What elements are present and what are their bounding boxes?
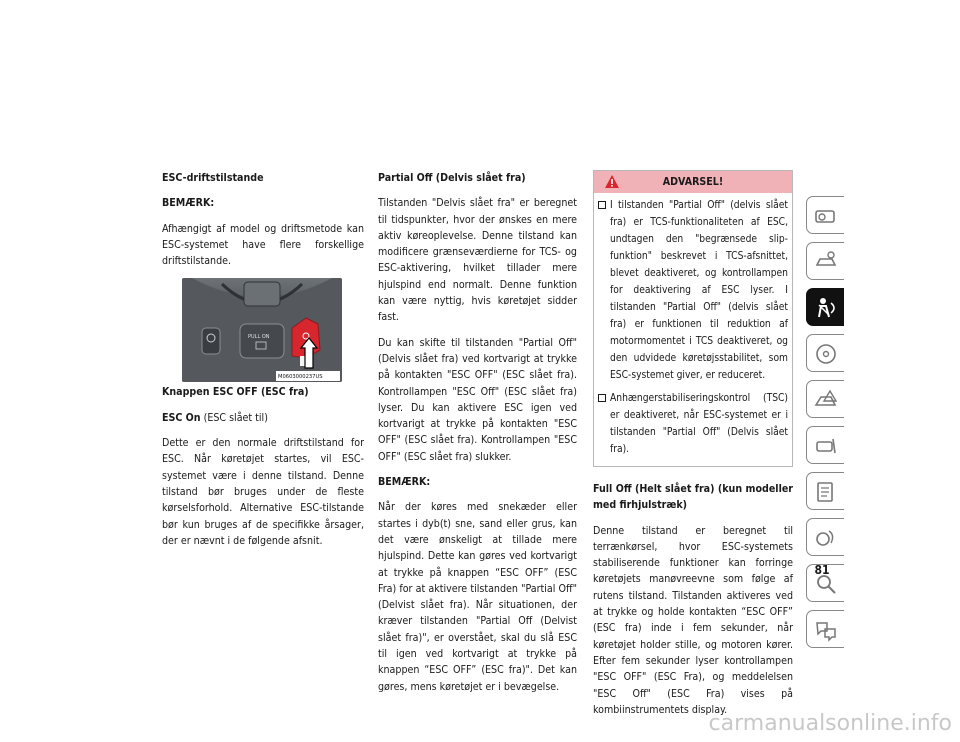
- car-service-icon: [813, 433, 839, 459]
- bullet-square-icon: [598, 201, 606, 209]
- warning-item-text: Anhængerstabiliseringskontrol (TSC) er deaktiveret, når ESC-systemet er i tilstanden "Partial Off" (Delvis slået fra).: [610, 393, 788, 455]
- steering-wheel-icon: [813, 341, 839, 367]
- warning-item: [594, 193, 792, 386]
- tab-starting-operating[interactable]: [806, 334, 844, 372]
- tab-technical[interactable]: [806, 472, 844, 510]
- partial-off-heading: Partial Off (Delvis slået fra): [378, 172, 526, 184]
- warning-box: [593, 170, 793, 467]
- esc-on-line: [162, 410, 364, 426]
- pull-on-label: PULL ON: [248, 334, 270, 341]
- watermark: carmanualsonline.info: [708, 711, 952, 736]
- bullet-square-icon: [598, 394, 606, 402]
- vehicle-key-icon: [813, 249, 839, 275]
- tab-multimedia[interactable]: [806, 518, 844, 556]
- console-illustration: [182, 278, 342, 382]
- figure-code: M0603000237US: [278, 374, 323, 381]
- language-icon: [813, 617, 839, 643]
- esc-on-suffix: (ESC slået til): [200, 411, 268, 424]
- full-off-paragraph: Denne tilstand er beregnet til terrænkørsel, hvor ESC-systemets stabiliserende funktioner kan forringe køretøjets manøvreevne som følge af rutens tilstand. Tilstanden aktiveres ved at trykke og holde kontakten “ESC OFF” (ESC fra) inde i fem sekunder, når køretøjet holder stille, og motoren kører. Efter fem sekunder lyser kontrollampen "ESC OFF" (ESC Fra), og meddelelsen "ESC Off" (ESC Fra) vises på kombiinstrumentets display.: [593, 524, 793, 716]
- warning-triangle-icon: [604, 174, 620, 189]
- partial-off-paragraph-2: Du kan skifte til tilstanden "Partial Off" (Delvis slået fra) ved kortvarigt at trykke på kontakten "ESC OFF" (ESC slået fra). Kontrollampen "ESC Off" (ESC slået fra) lyser. Du kan aktivere ESC igen ved kortvarigt at trykke på kontakten "ESC OFF" (ESC slået fra). Kontrollampen "ESC OFF" (ESC slået fra) slukker.: [378, 336, 577, 463]
- esc-modes-heading: ESC-driftstilstande: [162, 172, 264, 184]
- warning-title: ADVARSEL!: [662, 176, 724, 188]
- tab-servicing[interactable]: [806, 426, 844, 464]
- tab-language[interactable]: [806, 610, 844, 648]
- warning-item-text: I tilstanden "Partial Off" (delvis slået fra) er TCS-funktionaliteten af ESC, undtagen den "begrænsede slip-funktion" beskrevet i TCS-afsnittet, blevet deaktiveret, og kontrollampen for deaktivering af ESC lyser. I tilstanden "Partial Off" (delvis slået fra) er funktionen til reduktion af motormomentet i TCS deaktiveret, og den udvidede køretøjsstabilitet, som ESC-systemet giver, er reduceret.: [610, 200, 788, 381]
- column-right: [593, 170, 793, 727]
- dashboard-gauge-icon: [813, 203, 839, 229]
- warning-header: [594, 171, 792, 193]
- page-number: 81: [814, 563, 830, 577]
- warning-item: [594, 386, 792, 460]
- note-label: BEMÆRK:: [162, 197, 215, 210]
- multimedia-icon: [813, 525, 839, 551]
- maintenance-checklist-icon: [813, 479, 839, 505]
- seatbelt-airbag-icon: [813, 295, 839, 321]
- esc-on-label: ESC On: [162, 411, 201, 424]
- column-middle: [378, 170, 577, 704]
- note-text: Afhængigt af model og driftsmetode kan ESC-systemet have flere forskellige driftstilstande.: [162, 222, 364, 268]
- tab-emergency[interactable]: [806, 380, 844, 418]
- chapter-tabs: [806, 196, 844, 656]
- figure-caption: Knappen ESC OFF (ESC fra): [162, 386, 309, 399]
- tab-safety[interactable]: [806, 288, 844, 326]
- note-text-2: Når der køres med snekæder eller startes i dyb(t) sne, sand eller grus, kan det være ønskeligt at tillade mere hjulspind. Dette kan gøres ved kortvarigt at trykke på knappen “ESC OFF” (ESC Fra) for at aktivere tilstanden "Partial Off" (Delvist slået fra). Når situationen, der kræver tilstanden "Partial Off (Delvist slået fra)", er overstået, skal du slå ESC til igen ved kortvarigt at trykke på knappen “ESC OFF” (ESC fra)". Det kan gøres, mens køretøjet er i bevægelse.: [378, 501, 577, 693]
- esc-on-paragraph: Dette er den normale driftstilstand for ESC. Når køretøjet startes, vil ESC-systemet være i denne tilstand. Denne tilstand bør bruges under de fleste kørselsforhold. Alternative ESC-tilstande bør kun bruges af de specifikke årsager, der er nævnt i de følgende afsnit.: [162, 437, 364, 547]
- roadside-warning-icon: [813, 387, 839, 413]
- tab-getting-started[interactable]: [806, 242, 844, 280]
- esc-off-button-figure: [182, 278, 342, 382]
- tab-dashboard[interactable]: [806, 196, 844, 234]
- full-off-heading: Full Off (Helt slået fra) (kun modeller med firhjulstræk): [593, 483, 793, 512]
- column-left: [162, 170, 364, 558]
- partial-off-paragraph-1: Tilstanden "Delvis slået fra" er beregnet til tidspunkter, hvor der ønskes en mere aktiv køreoplevelse. Denne tilstand kan modificere grænseværdierne for TCS- og ESC-aktivering, hvilket tillader mere hjulspind end normalt. Denne funktion kan være nyttig, hvis køretøjet sidder fast.: [378, 197, 577, 324]
- note-label-2: BEMÆRK:: [378, 476, 431, 489]
